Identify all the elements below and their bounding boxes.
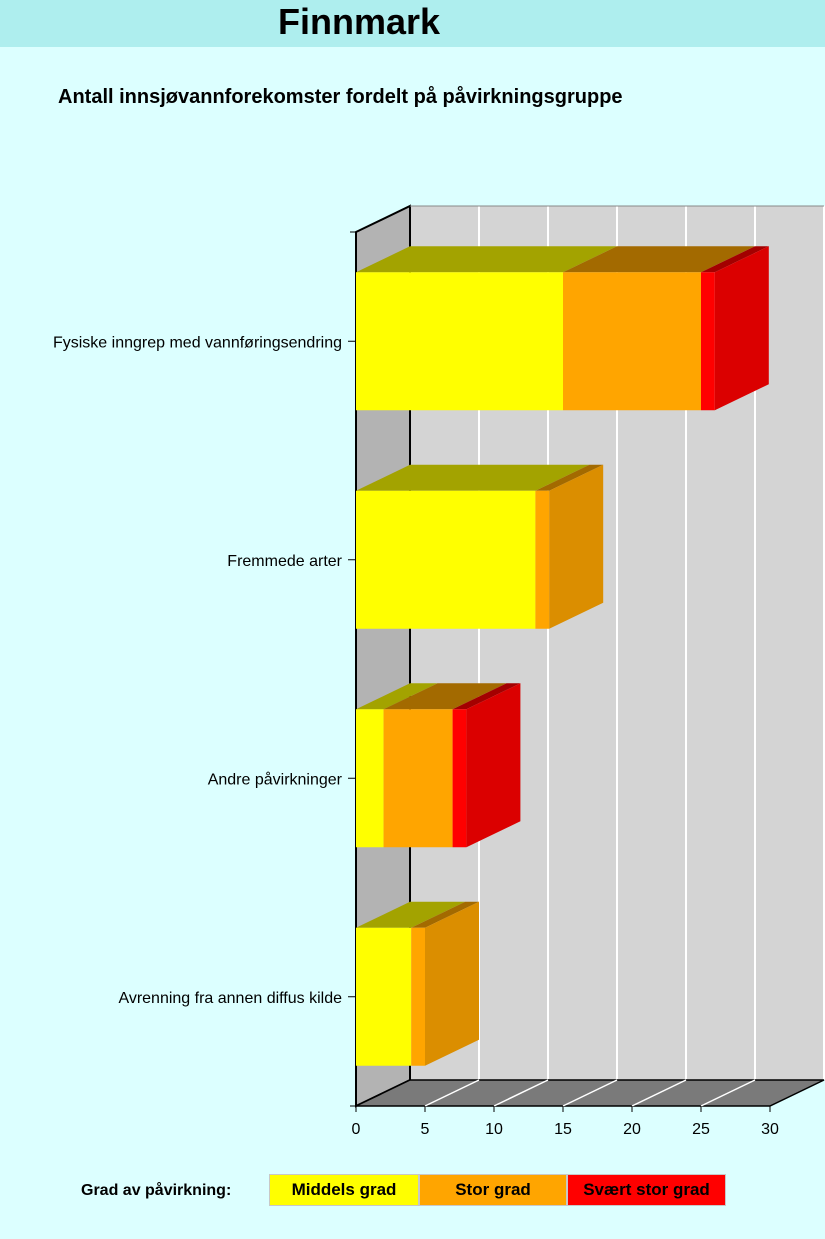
x-tick-label-0: 0 (351, 1121, 361, 1138)
chart-title: Antall innsjøvannforekomster fordelt på påvirkningsgruppe (58, 86, 623, 108)
legend (0, 1174, 825, 1210)
bar-0-2 (701, 272, 715, 410)
bar-3-1 (411, 928, 425, 1066)
x-tick-label-15: 15 (554, 1121, 572, 1138)
bar-2-0 (356, 709, 384, 847)
x-tick-label-5: 5 (420, 1121, 430, 1138)
x-tick-label-10: 10 (485, 1121, 503, 1138)
bar-0-1 (563, 272, 701, 410)
bar-0-0 (356, 272, 563, 410)
category-label-3: Avrenning fra annen diffus kilde (118, 989, 342, 1007)
bar-2-2 (453, 709, 467, 847)
bar-side-1-1 (549, 465, 603, 629)
category-label-1: Fremmede arter (227, 552, 342, 570)
x-tick-label-25: 25 (692, 1121, 710, 1138)
bar-side-3-1 (425, 902, 479, 1066)
category-label-2: Andre påvirkninger (207, 771, 342, 789)
bar-3-0 (356, 928, 411, 1066)
legend-item-stor: Stor grad (419, 1174, 567, 1206)
bar-1-1 (535, 491, 549, 629)
legend-item-svaert-stor: Svært stor grad (567, 1174, 726, 1206)
bar-side-2-2 (466, 683, 520, 847)
bar-2-1 (384, 709, 453, 847)
bar-side-0-2 (715, 246, 769, 410)
legend-item-middels: Middels grad (269, 1174, 419, 1206)
x-tick-label-20: 20 (623, 1121, 641, 1138)
legend-label: Grad av påvirkning: (81, 1182, 232, 1199)
page-title: Finnmark (278, 1, 441, 42)
x-tick-label-30: 30 (761, 1121, 779, 1138)
category-label-0: Fysiske inngrep med vannføringsendring (52, 334, 342, 352)
bar-1-0 (356, 491, 535, 629)
